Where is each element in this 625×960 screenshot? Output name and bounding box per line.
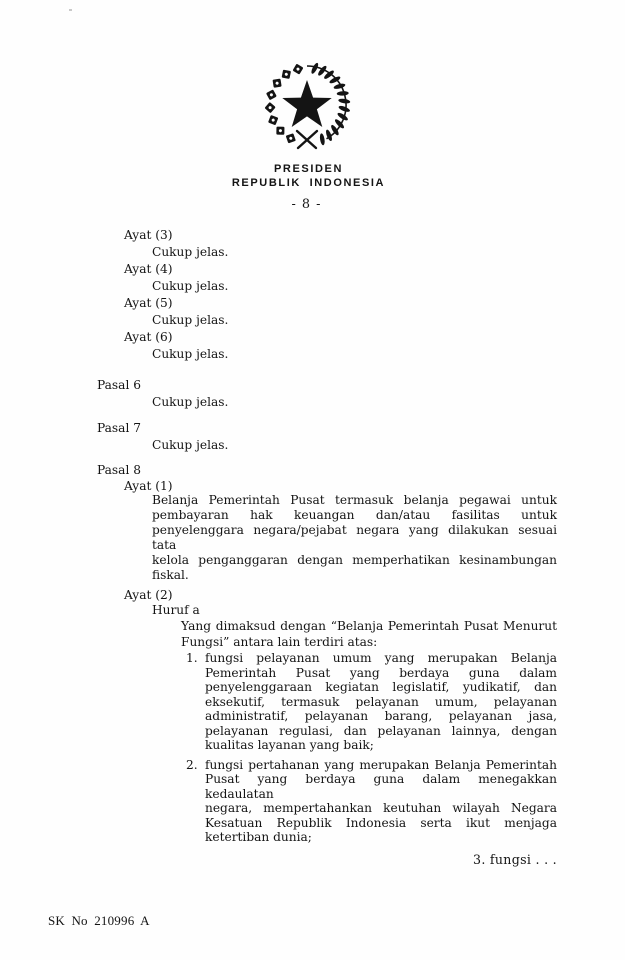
paragraph-line: Pemerintah Pusat yang berdaya guna dalam [205, 665, 557, 680]
huruf-a-intro [181, 618, 557, 650]
huruf-a-label: Huruf a [152, 603, 200, 617]
pasal-label: Pasal 6 [97, 378, 141, 392]
paragraph-line: Belanja Pemerintah Pusat termasuk belanja pegawai untuk [152, 493, 557, 507]
ayat-text: Cukup jelas. [152, 279, 229, 293]
paragraph-line: pembayaran hak keuangan dan/atau fasilitas untuk [152, 508, 557, 522]
list-item-2 [186, 758, 625, 845]
list-item-number: 1. [186, 651, 198, 665]
ayat-label: Ayat (4) [124, 262, 173, 276]
paragraph-line: penyelenggara negara/pejabat negara yang dilakukan sesuai tata [152, 523, 557, 552]
pasal-8 [0, 462, 625, 479]
paragraph-line: pelayanan regulasi, dan pelayanan lainnya, dengan [205, 723, 557, 738]
paragraph-line: kelola penganggaran dengan memperhatikan kesinambungan [152, 553, 557, 567]
pasal-6 [0, 377, 625, 411]
paragraph-line: Pusat yang berdaya guna dalam menegakkan kedaulatan [205, 772, 557, 801]
paragraph-line: negara, mempertahankan keutuhan wilayah Negara [205, 801, 557, 815]
ayat-label: Ayat (3) [124, 228, 173, 242]
paragraph-line: eksekutif, termasuk pelayanan umum, pelayanan [205, 694, 557, 709]
list-item-text [205, 651, 557, 753]
document-code: SK No 210996 A [48, 913, 150, 928]
pasal-7 [0, 420, 625, 454]
page-number: - 8 - [291, 197, 322, 212]
ayat-text: Cukup jelas. [152, 245, 229, 259]
pasal8-ayat1-paragraph [152, 493, 557, 583]
letterhead-title-republik-indonesia: REPUBLIK INDONESIA [231, 177, 386, 189]
scan-speck [69, 9, 72, 11]
list-item-text [205, 758, 557, 845]
paragraph-line: administratif, pelayanan barang, pelayanan jasa, [205, 709, 557, 723]
pasal-text: Cukup jelas. [152, 395, 229, 409]
clarification-ayat-3 [0, 227, 625, 261]
clarification-ayat-4 [0, 261, 625, 295]
pasal-text: Cukup jelas. [152, 438, 229, 452]
paragraph-line: Yang dimaksud dengan “Belanja Pemerintah Pusat Menurut [181, 619, 557, 633]
pasal-label: Pasal 8 [97, 463, 141, 477]
paragraph-line: penyelenggaraan kegiatan legislatif, yudikatif, dan [205, 680, 557, 694]
clarification-ayat-6 [0, 329, 625, 363]
paragraph-line: kualitas layanan yang baik; [205, 738, 374, 752]
paragraph-line: fungsi pertahanan yang merupakan Belanja Pemerintah [205, 757, 557, 772]
paragraph-line: fiskal. [152, 568, 189, 582]
function-list [0, 651, 625, 845]
ayat-label: Ayat (5) [124, 296, 173, 310]
paragraph-line: Kesatuan Republik Indonesia serta ikut menjaga [205, 815, 557, 830]
paragraph-line: Fungsi” antara lain terdiri atas: [181, 635, 378, 649]
list-item-number: 2. [186, 757, 198, 772]
pasal8-ayat1-label: Ayat (1) [124, 479, 173, 493]
state-emblem-icon [262, 60, 354, 152]
pasal-label: Pasal 7 [97, 421, 141, 435]
paragraph-line: ketertiban dunia; [205, 830, 312, 844]
catchword-next-page: 3. fungsi . . . [473, 851, 557, 867]
clarification-ayat-5 [0, 295, 625, 329]
letterhead-title-presiden: PRESIDEN [273, 163, 344, 175]
paragraph-line: fungsi pelayanan umum yang merupakan Belanja [205, 651, 557, 665]
list-item-1 [186, 651, 625, 753]
document-body [0, 227, 625, 867]
pasal8-ayat2-label: Ayat (2) [124, 588, 173, 602]
ayat-text: Cukup jelas. [152, 313, 229, 327]
ayat-text: Cukup jelas. [152, 347, 229, 361]
ayat-label: Ayat (6) [124, 330, 173, 344]
